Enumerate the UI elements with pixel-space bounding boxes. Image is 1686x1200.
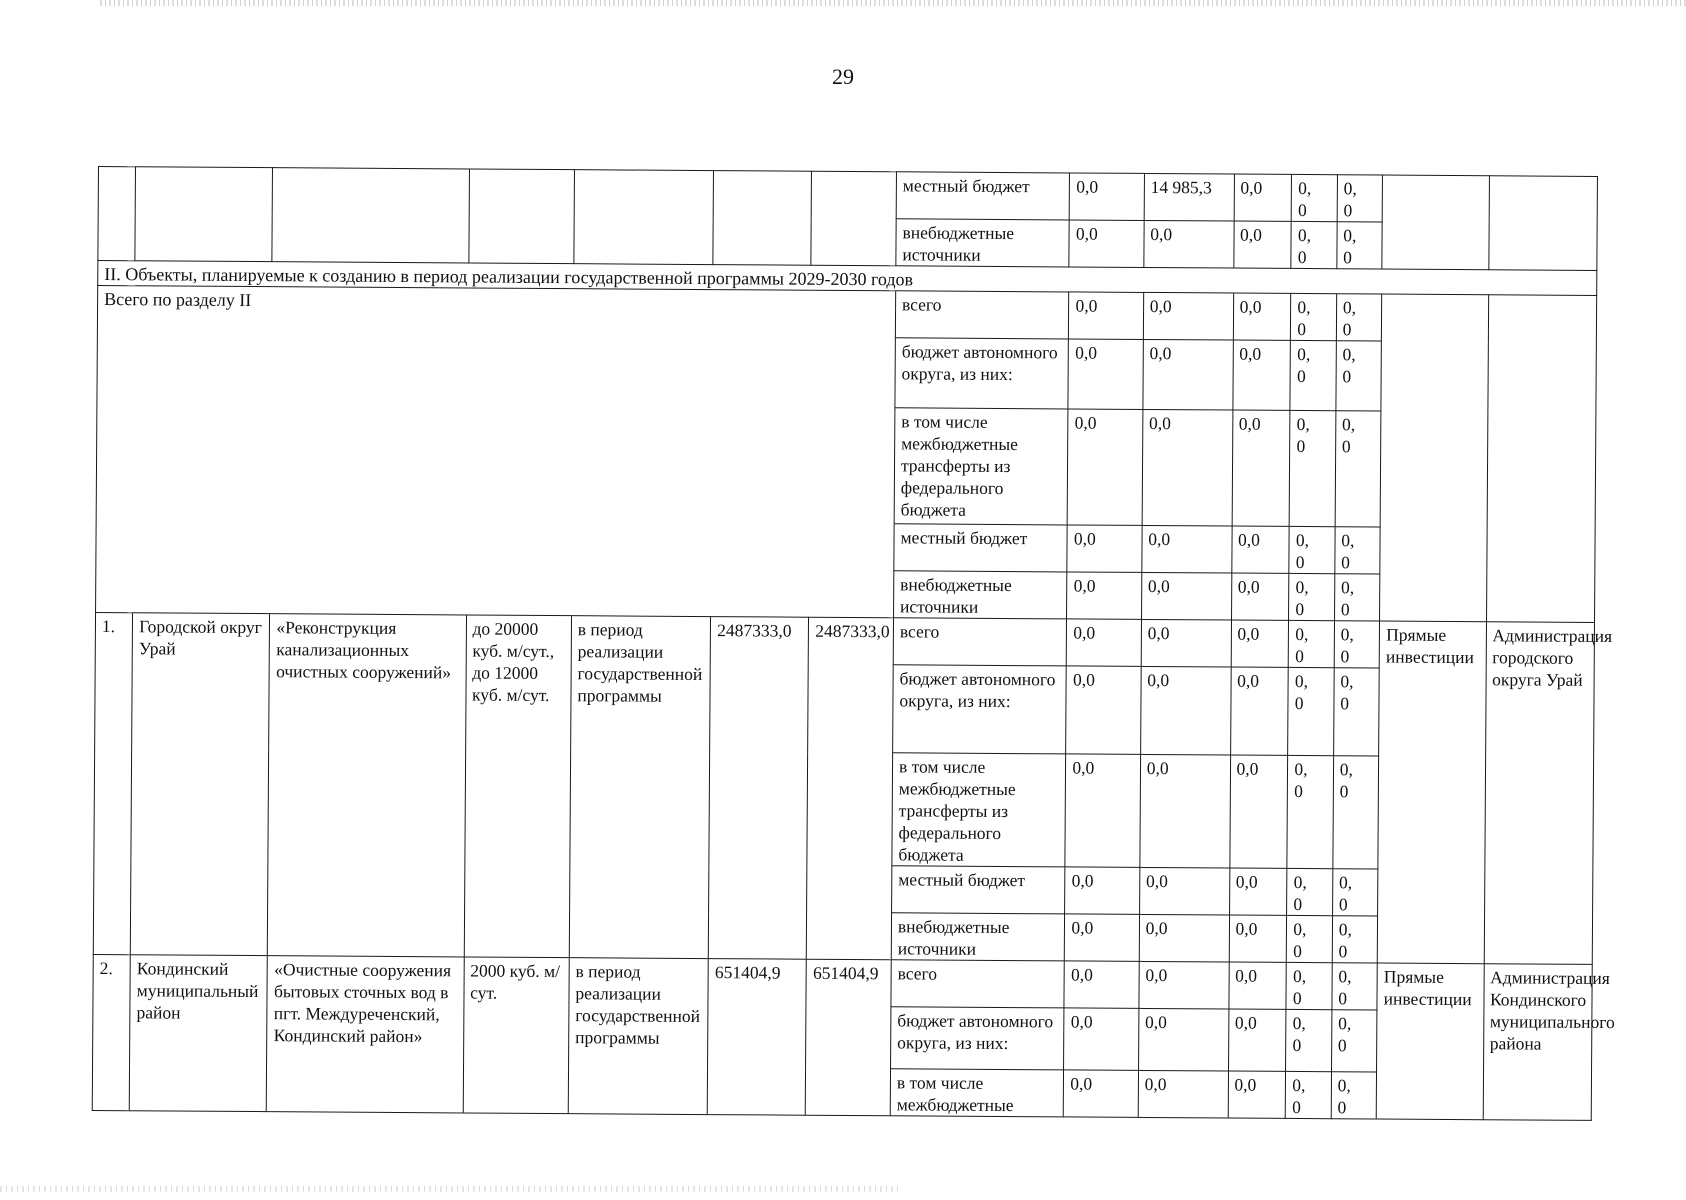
value-cell: 0,0 — [1140, 754, 1231, 868]
value-cell: 0,0 — [1065, 754, 1140, 867]
scan-edge-bottom — [0, 1186, 900, 1192]
value-cell: 0, 0 — [1286, 1009, 1332, 1071]
value-cell: 0, 0 — [1292, 174, 1338, 221]
fin-source-budget-ao: бюджет автономного округа, из них: — [890, 1007, 1064, 1070]
table-row — [98, 167, 1597, 224]
fin-source-extra: внебюджетные источники — [896, 219, 1070, 267]
table-row — [97, 286, 1596, 343]
fin-source-total: всего — [893, 618, 1067, 666]
value-cell: 0,0 — [1068, 409, 1143, 525]
fin-source-local: местный бюджет — [894, 524, 1068, 572]
value-cell: 0, 0 — [1335, 411, 1381, 527]
value-cell: 0, 0 — [1332, 869, 1378, 916]
value-cell: 0,0 — [1139, 961, 1229, 1009]
scan-edge-top — [100, 0, 1686, 6]
value-cell: 0,0 — [1069, 220, 1144, 267]
value-cell: 0,0 — [1067, 572, 1142, 619]
remaining-cost: 651404,9 — [806, 959, 892, 1116]
fin-source-extra: внебюджетные источники — [893, 571, 1067, 619]
value-cell: 0, 0 — [1336, 341, 1382, 411]
value-cell: 0,0 — [1233, 221, 1291, 268]
mechanism: Прямые инвестиции — [1377, 621, 1486, 964]
value-cell: 0, 0 — [1334, 621, 1380, 668]
cell-empty — [713, 171, 812, 266]
value-cell: 0, 0 — [1337, 175, 1383, 222]
cell-empty — [1382, 175, 1489, 270]
mechanism: Прямые инвестиции — [1376, 963, 1483, 1120]
value-cell: 0, 0 — [1333, 756, 1379, 869]
remaining-cost: 2487333,0 — [807, 617, 894, 960]
value-cell: 0,0 — [1228, 1009, 1286, 1071]
fin-source-total: всего — [891, 960, 1065, 1008]
value-cell: 0, 0 — [1287, 915, 1333, 962]
cell-empty — [1380, 294, 1488, 622]
value-cell: 0,0 — [1143, 292, 1233, 340]
value-cell: 0,0 — [1067, 525, 1142, 572]
value-cell: 0,0 — [1232, 340, 1290, 410]
object-name: «Реконструкция канализационных очистных сооружений» — [268, 614, 466, 957]
capacity: до 20000 куб. м/сут., до 12000 куб. м/сут. — [464, 615, 572, 958]
value-cell: 0,0 — [1065, 914, 1140, 961]
value-cell: 0,0 — [1140, 666, 1230, 755]
value-cell: 0, 0 — [1289, 620, 1335, 667]
value-cell: 0,0 — [1231, 526, 1289, 573]
value-cell: 0,0 — [1229, 915, 1287, 962]
fin-source-total: всего — [895, 291, 1069, 339]
value-cell: 0,0 — [1233, 293, 1291, 340]
value-cell: 0, 0 — [1291, 221, 1337, 268]
cell-empty — [272, 168, 469, 263]
value-cell: 0, 0 — [1290, 340, 1336, 410]
period: в период реализации государственной программы — [569, 616, 711, 959]
value-cell: 0,0 — [1142, 409, 1233, 526]
fin-source-budget-ao: бюджет автономного округа, из них: — [895, 338, 1069, 409]
customer: Администрация Кондинского муниципального района — [1483, 964, 1593, 1121]
value-cell: 0, 0 — [1331, 1010, 1377, 1072]
fin-source-budget-ao: бюджет автономного округа, из них: — [893, 665, 1067, 754]
value-cell: 0,0 — [1231, 620, 1289, 667]
cell-empty — [1486, 295, 1597, 623]
value-cell: 0, 0 — [1337, 222, 1383, 269]
value-cell: 0,0 — [1230, 667, 1288, 755]
capacity: 2000 куб. м/сут. — [463, 957, 569, 1114]
value-cell: 0,0 — [1141, 619, 1231, 667]
value-cell: 0, 0 — [1332, 963, 1378, 1010]
value-cell: 0,0 — [1232, 410, 1291, 526]
period: в период реализации государственной программы — [568, 958, 708, 1115]
section-total-label: Всего по разделу II — [96, 286, 896, 618]
estimated-cost: 651404,9 — [707, 959, 806, 1116]
value-cell: 0,0 — [1138, 1008, 1228, 1071]
value-cell: 0, 0 — [1335, 527, 1381, 574]
value-cell: 0,0 — [1143, 339, 1233, 410]
municipality: Городской округ Урай — [130, 613, 270, 956]
value-cell: 0,0 — [1231, 573, 1289, 620]
object-name: «Очистные сооружения бытовых сточных вод в пгт. Междуреченский, Кондинский район» — [267, 956, 464, 1113]
value-cell: 0, 0 — [1331, 1072, 1377, 1119]
value-cell: 0,0 — [1229, 755, 1288, 868]
cell-empty — [135, 167, 273, 262]
value-cell: 0,0 — [1234, 174, 1292, 221]
fin-source-mbt-fed: в том числе межбюджетные трансферты из федерального бюджета — [892, 753, 1066, 867]
fin-source-mbt-fed: в том числе межбюджетные трансферты из федерального бюджета — [894, 408, 1068, 525]
value-cell: 0, 0 — [1334, 574, 1380, 621]
value-cell: 0,0 — [1144, 220, 1234, 268]
fin-source-extra: внебюджетные источники — [891, 913, 1065, 961]
value-cell: 0,0 — [1066, 666, 1141, 754]
value-cell: 0,0 — [1070, 173, 1145, 220]
value-cell: 0, 0 — [1289, 573, 1335, 620]
value-cell: 0, 0 — [1286, 1071, 1332, 1118]
value-cell: 0,0 — [1139, 867, 1229, 915]
value-cell: 0,0 — [1068, 339, 1143, 409]
table-row — [95, 612, 1594, 669]
value-cell: 0, 0 — [1288, 667, 1334, 755]
fin-source-mbt-fed: в том числе межбюджетные — [890, 1069, 1064, 1117]
value-cell: 0,0 — [1064, 1008, 1139, 1070]
value-cell: 0,0 — [1228, 962, 1286, 1009]
value-cell: 0,0 — [1141, 572, 1231, 620]
value-cell: 0,0 — [1229, 868, 1287, 915]
cell-empty — [1488, 176, 1597, 271]
table-row — [93, 954, 1592, 1011]
cell-empty — [574, 170, 714, 265]
cell-empty — [98, 167, 136, 261]
value-cell: 14 985,3 — [1144, 173, 1234, 221]
value-cell: 0,0 — [1138, 1070, 1228, 1118]
value-cell: 0, 0 — [1289, 526, 1335, 573]
section-title: II. Объекты, планируемые к созданию в период реализации государственной программы 2029-2030 годов — [98, 261, 1597, 296]
value-cell: 0,0 — [1067, 619, 1142, 666]
value-cell: 0,0 — [1228, 1071, 1286, 1118]
value-cell: 0, 0 — [1291, 293, 1337, 340]
value-cell: 0, 0 — [1287, 755, 1333, 868]
value-cell: 0,0 — [1064, 961, 1139, 1008]
customer: Администрация городского округа Урай — [1484, 622, 1595, 965]
cell-empty — [811, 171, 896, 266]
value-cell: 0, 0 — [1333, 668, 1379, 756]
row-number: 1. — [93, 612, 132, 954]
value-cell: 0, 0 — [1336, 294, 1382, 341]
value-cell: 0, 0 — [1289, 410, 1335, 526]
estimated-cost: 2487333,0 — [709, 617, 809, 960]
value-cell: 0, 0 — [1287, 868, 1333, 915]
municipality: Кондинский муниципальный район — [129, 955, 267, 1112]
value-cell: 0,0 — [1069, 292, 1144, 339]
value-cell: 0,0 — [1065, 867, 1140, 914]
value-cell: 0,0 — [1142, 525, 1232, 573]
value-cell: 0,0 — [1064, 1070, 1139, 1117]
fin-source-local: местный бюджет — [892, 866, 1066, 914]
page-number: 29 — [832, 64, 854, 89]
value-cell: 0, 0 — [1332, 916, 1378, 963]
value-cell: 0, 0 — [1286, 962, 1332, 1009]
fin-source-local: местный бюджет — [896, 172, 1070, 220]
row-number: 2. — [92, 954, 130, 1110]
value-cell: 0,0 — [1139, 914, 1229, 962]
investment-table — [92, 166, 1615, 1121]
cell-empty — [468, 169, 574, 264]
